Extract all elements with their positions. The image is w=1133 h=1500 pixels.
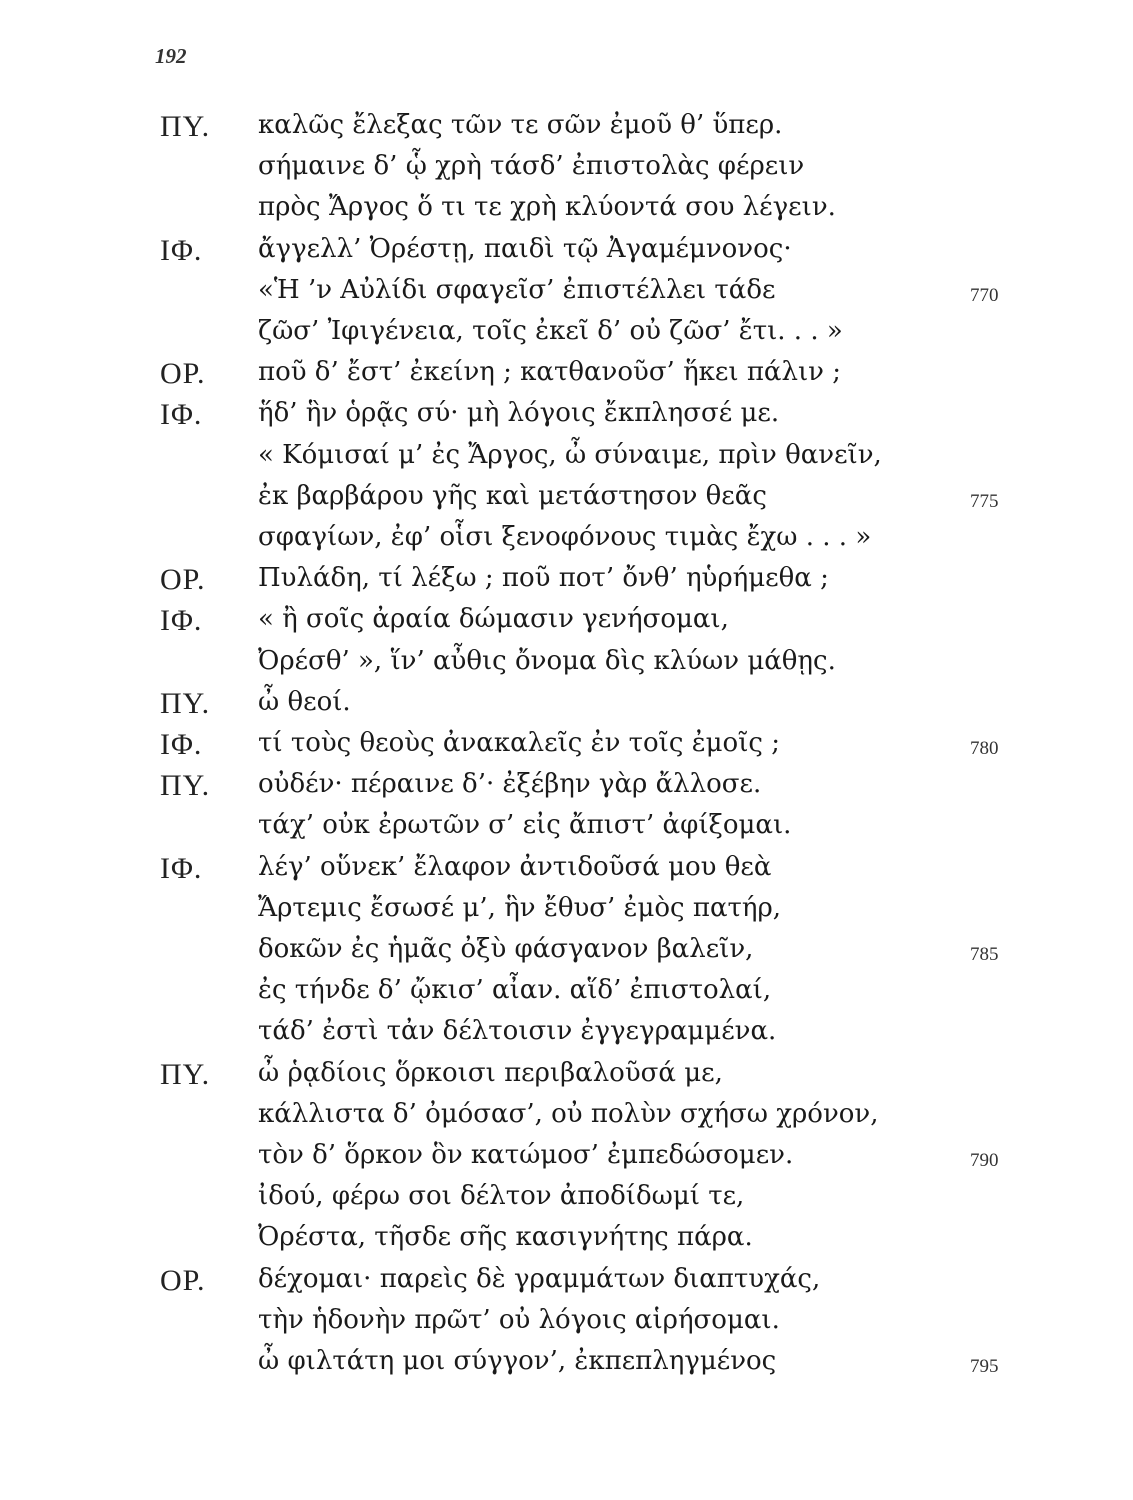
verse-line [0,1099,1133,1139]
line-number: 780 [970,738,999,759]
verse-line [0,728,1133,768]
verse-line [0,234,1133,274]
verse-line [0,687,1133,727]
verse-line-text: κάλλιστα δ’ ὀμόσασ’, οὐ πολὺν σχήσω χρόνον, [258,1098,879,1129]
verse-line-text: οὐδέν· πέραινε δ’· ἐξέβην γὰρ ἄλλοσε. [258,769,762,800]
speaker-label: ΟΡ. [160,563,206,597]
verse-line [0,1264,1133,1304]
verse-line-text: ἐκ βαρβάρου γῆς καὶ μετάστησον θεᾶς [258,480,767,511]
verse-line-text: Ἄρτεμις ἔσωσέ μ’, ἣν ἔθυσ’ ἐμὸς πατήρ, [258,892,782,923]
speaker-label: ΟΡ. [160,1263,206,1297]
verse-line-text: τάχ’ οὐκ ἐρωτῶν σ’ εἰς ἄπιστ’ ἀφίξομαι. [258,810,792,841]
verse-line [0,1140,1133,1180]
verse-line [0,893,1133,933]
verse-line [0,852,1133,892]
speaker-label: ΙΦ. [160,604,203,638]
line-number: 775 [970,490,999,512]
verse-line-text: « ἢ σοῖς ἀραία δώμασιν γενήσομαι, [258,604,729,635]
speaker-label: ΠΥ. [160,1057,211,1091]
verse-line [0,151,1133,191]
line-number: 795 [970,1356,999,1377]
verse-line-text: ἄγγελλ’ Ὀρέστῃ, παιδὶ τῷ Ἀγαμέμνονος· [258,233,792,264]
verse-line-text: σήμαινε δ’ ᾧ χρὴ τάσδ’ ἐπιστολὰς φέρειν [258,151,805,182]
verse-line [0,275,1133,315]
verse-line-text: Ὀρέσθ’ », ἵν’ αὖθις ὄνομα δὶς κλύων μάθῃς. [258,645,836,676]
verse-line-text: τί τοὺς θεοὺς ἀνακαλεῖς ἐν τοῖς ἐμοῖς ; [258,728,780,758]
verse-line [0,1222,1133,1262]
verse-line [0,646,1133,686]
verse-line [0,398,1133,438]
verse-line [0,110,1133,150]
speaker-label: ΟΡ. [160,357,206,391]
verse-line-text: ὦ θεοί. [258,686,351,717]
speaker-label: ΠΥ. [160,769,211,803]
verse-line-text: τὴν ἡδονὴν πρῶτ’ οὐ λόγοις αἱρήσομαι. [258,1304,780,1335]
verse-line [0,604,1133,644]
verse-line-text: τάδ’ ἐστὶ τἀν δέλτοισιν ἐγγεγραμμένα. [258,1016,777,1047]
verse-line-text: ἐς τήνδε δ’ ᾤκισ’ αἶαν. αἵδ’ ἐπιστολαί, [258,975,772,1006]
verse-line-text: ὦ ῥᾳδίοις ὅρκοισι περιβαλοῦσά με, [258,1057,723,1088]
line-number: 790 [970,1150,999,1171]
speaker-label: ΙΦ. [160,728,203,761]
verse-line [0,1058,1133,1098]
speaker-label: ΙΦ. [160,851,203,885]
verse-line [0,1016,1133,1056]
verse-line-text: ποῦ δ’ ἔστ’ ἐκείνη ; κατθανοῦσ’ ἥκει πάλιν ; [258,357,841,388]
verse-line-text: Ὀρέστα, τῆσδε σῆς κασιγνήτης πάρα. [258,1222,753,1253]
verse-line [0,1305,1133,1345]
line-number: 770 [970,284,999,306]
line-number: 785 [970,944,999,965]
speaker-label: ΠΥ. [160,686,211,720]
verse-line-text: ἰδού, φέρω σοι δέλτον ἀποδίδωμί τε, [258,1181,745,1212]
verse-line-text: « Κόμισαί μ’ ἐς Ἄργος, ὦ σύναιμε, πρὶν θανεῖν, [258,439,882,470]
verse-line-text: καλῶς ἔλεξας τῶν τε σῶν ἐμοῦ θ’ ὕπερ. [258,110,783,140]
verse-line [0,1346,1133,1386]
verse-line [0,563,1133,603]
verse-line [0,1181,1133,1221]
verse-line [0,934,1133,974]
verse-line-text: ὦ φιλτάτη μοι σύγγον’, ἐκπεπληγμένος [258,1346,777,1376]
verse-line-text: ζῶσ’ Ἰφιγένεια, τοῖς ἐκεῖ δ’ οὐ ζῶσ’ ἔτι. . . » [258,316,843,346]
speaker-label: ΙΦ. [160,398,203,432]
verse-line [0,810,1133,850]
verse-line [0,769,1133,809]
verse-line [0,192,1133,232]
verse-line [0,316,1133,356]
verse-line [0,522,1133,562]
speaker-label: ΠΥ. [160,110,211,143]
verse-line [0,975,1133,1015]
verse-line-text: ἥδ’ ἣν ὁρᾷς σύ· μὴ λόγοις ἔκπλησσέ με. [258,398,780,429]
verse-line-text: πρὸς Ἄργος ὅ τι τε χρὴ κλύοντά σου λέγειν. [258,192,836,223]
verse-line-text: λέγ’ οὕνεκ’ ἔλαφον ἀντιδοῦσά μου θεὰ [258,851,772,882]
verse-line-text: «Ἡ ’ν Αὐλίδι σφαγεῖσ’ ἐπιστέλλει τάδε [258,274,776,305]
verse-line [0,481,1133,521]
page-number: 192 [155,44,187,68]
verse-line [0,357,1133,397]
verse-line-text: δοκῶν ἐς ἡμᾶς ὀξὺ φάσγανον βαλεῖν, [258,934,754,964]
verse-line-text: Πυλάδη, τί λέξω ; ποῦ ποτ’ ὄνθ’ ηὑρήμεθα ; [258,563,829,594]
verse-line-text: σφαγίων, ἐφ’ οἷσι ξενοφόνους τιμὰς ἔχω . . . » [258,522,872,552]
verse-line-text: δέχομαι· παρεὶς δὲ γραμμάτων διαπτυχάς, [258,1263,821,1294]
verse-line-text: τὸν δ’ ὅρκον ὃν κατώμοσ’ ἐμπεδώσομεν. [258,1140,794,1170]
speaker-label: ΙΦ. [160,233,203,267]
verse-line [0,440,1133,480]
